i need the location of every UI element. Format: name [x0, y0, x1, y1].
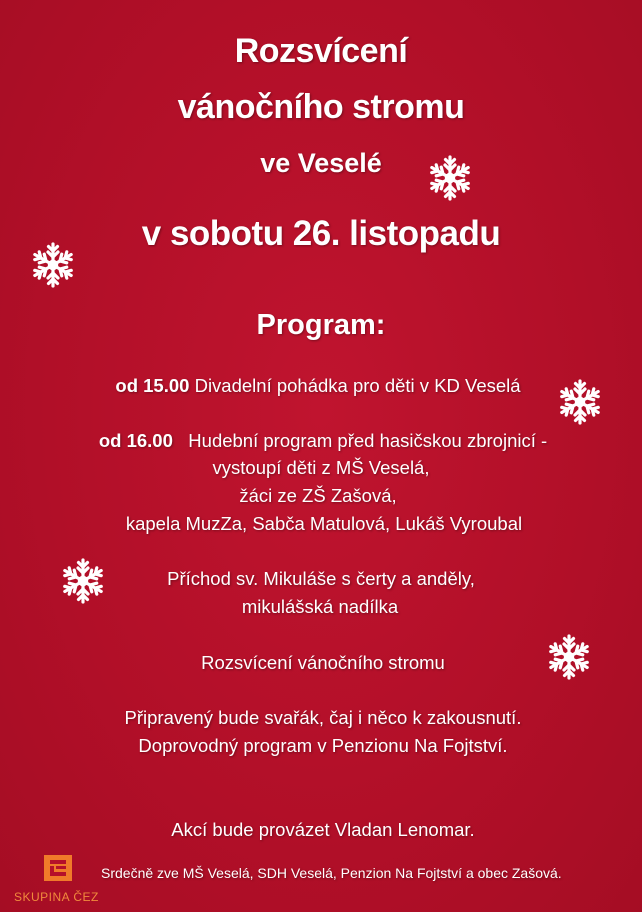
- program-item-1: [0, 375, 639, 397]
- event-date: v sobotu 26. listopadu: [141, 214, 501, 253]
- cez-logo-icon: [44, 855, 72, 881]
- program-line: vystoupí děti z MŠ Veselá,: [212, 457, 430, 478]
- program-line: žáci ze ZŠ Zašová,: [239, 485, 397, 506]
- program-line: Rozsvícení vánočního stromu: [201, 652, 445, 673]
- program-heading: Program:: [256, 309, 386, 341]
- footer-invitation: Srdečně zve MŠ Veselá, SDH Veselá, Penzion Na Fojtství a obec Zašová.: [101, 865, 562, 881]
- program-text: Divadelní pohádka pro děti v KD Veselá: [189, 375, 521, 396]
- program-line: Připravený bude svařák, čaj i něco k zakousnutí.: [124, 707, 522, 728]
- snowflake-icon: [544, 632, 594, 682]
- cez-logo-text: SKUPINA ČEZ: [14, 890, 99, 904]
- program-text: Hudební program před hasičskou zbrojnicí -: [172, 430, 548, 451]
- program-line: mikulášská nadílka: [241, 596, 399, 617]
- program-time: od 16.00: [98, 430, 173, 451]
- program-time: od 15.00: [115, 375, 190, 396]
- program-line: Akcí bude provázet Vladan Lenomar.: [171, 819, 475, 840]
- snowflake-icon: [555, 377, 605, 427]
- title-line-1: Rozsvícení: [234, 32, 408, 70]
- snowflake-icon: [58, 556, 108, 606]
- place: ve Veselé: [260, 148, 382, 178]
- snowflake-icon: [425, 153, 475, 203]
- program-line: Doprovodný program v Penzionu Na Fojtství.: [138, 735, 508, 756]
- snowflake-icon: [28, 240, 78, 290]
- program-line: kapela MuzZa, Sabča Matulová, Lukáš Vyroubal: [125, 513, 523, 534]
- title-line-2: vánočního stromu: [177, 88, 465, 126]
- program-line: Příchod sv. Mikuláše s čerty a anděly,: [167, 568, 475, 589]
- program-item-2: [2, 430, 642, 452]
